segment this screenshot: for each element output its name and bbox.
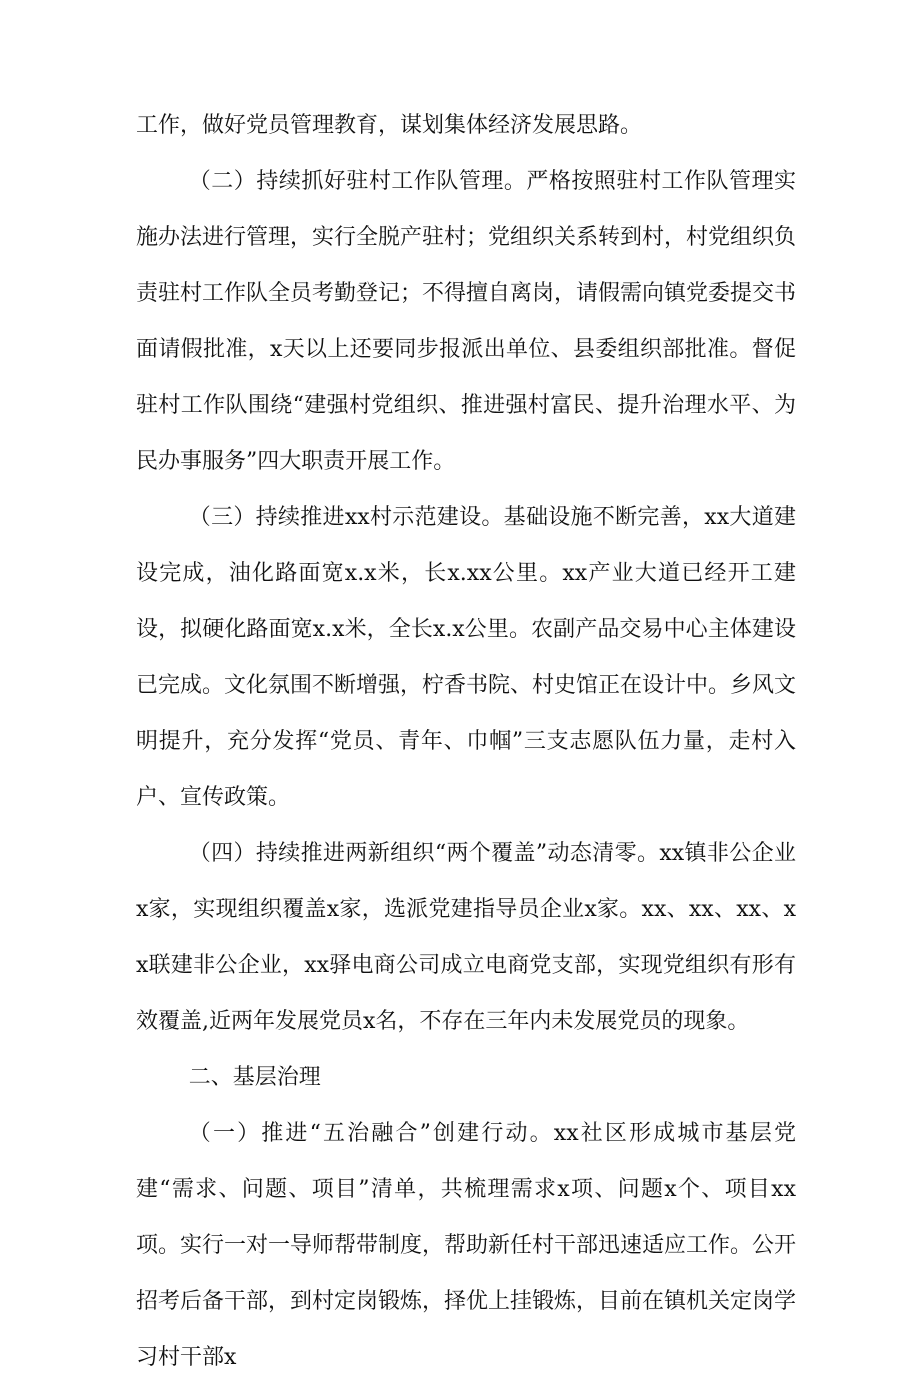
section-heading-grassroots-governance: 二、基层治理 [188,1065,321,1090]
paragraph-five-governance: （一）推进“五治融合”创建行动。xx社区形成城市基层党建“需求、问题、项目”清单，共梳理需求x项、问题x个、项目xx项。实行一对一导师帮带制度，帮助新任村干部迅速适应工作。公开招考后备干部，到村定岗锻炼，择优上挂锻炼，目前在镇机关定岗学习村干部x [136,1121,797,1370]
paragraph-continuation: 工作，做好党员管理教育，谋划集体经济发展思路。 [136,113,643,138]
paragraph-two-coverage: （四）持续推进两新组织“两个覆盖”动态清零。xx镇非公企业x家，实现组织覆盖x家，选派党建指导员企业x家。xx、xx、xx、xx联建非公企业，xx驿电商公司成立电商党支部，实现党组织有形有效覆盖,近两年发展党员x名，不存在三年内未发展党员的现象。 [136,841,796,1034]
paragraph-work-team-management: （二）持续抓好驻村工作队管理。严格按照驻村工作队管理实施办法进行管理，实行全脱产驻村；党组织关系转到村，村党组织负责驻村工作队全员考勤登记；不得擅自离岗，请假需向镇党委提交书面请假批准，x天以上还要同步报派出单位、县委组织部批准。督促驻村工作队围绕“建强村党组织、推进强村富民、提升治理水平、为民办事服务”四大职责开展工作。 [136,169,797,474]
document-body [136,98,796,1386]
paragraph-village-demonstration: （三）持续推进xx村示范建设。基础设施不断完善，xx大道建设完成，油化路面宽x.x米，长x.xx公里。xx产业大道已经开工建设，拟硬化路面宽x.x米，全长x.x公里。农副产品交易中心主体建设已完成。文化氛围不断增强，柠香书院、村史馆正在设计中。乡风文明提升，充分发挥“党员、青年、巾帼”三支志愿队伍力量，走村入户、宣传政策。 [136,505,797,810]
